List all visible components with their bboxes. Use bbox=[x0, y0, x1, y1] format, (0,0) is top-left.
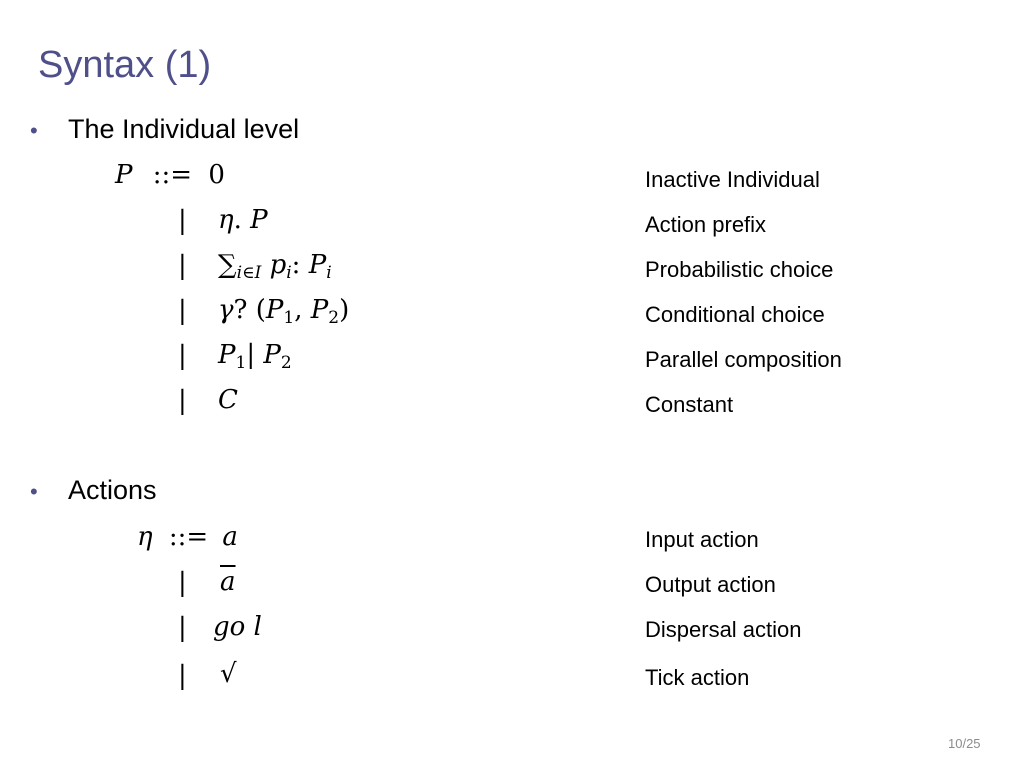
grammar-defines: ::= bbox=[168, 522, 209, 552]
bullet-dot: • bbox=[30, 118, 38, 143]
grammar-alt: | bbox=[178, 661, 187, 691]
grammar-defines: ::= bbox=[152, 160, 193, 190]
rule-description: Probabilistic choice bbox=[645, 257, 834, 282]
grammar-lhs: η bbox=[137, 522, 153, 552]
grammar-alt: | bbox=[178, 206, 187, 236]
grammar-alt: | bbox=[178, 386, 187, 416]
grammar-rule-constant: C bbox=[218, 385, 238, 415]
bullet-heading: Actions bbox=[68, 475, 157, 505]
bullet-heading: The Individual level bbox=[68, 114, 300, 144]
rule-description: Inactive Individual bbox=[645, 167, 820, 192]
rule-description: Output action bbox=[645, 572, 776, 597]
grammar-lhs: P bbox=[115, 160, 133, 190]
grammar-alt: | bbox=[178, 568, 187, 598]
rule-description: Action prefix bbox=[645, 212, 767, 237]
grammar-rule-tick-action: √ bbox=[220, 659, 237, 689]
rule-description: Dispersal action bbox=[645, 617, 802, 642]
rule-description: Constant bbox=[645, 392, 734, 417]
slide-title: Syntax (1) bbox=[38, 44, 212, 86]
grammar-alt: | bbox=[178, 251, 187, 281]
grammar-rule-dispersal-action: go l bbox=[213, 612, 262, 642]
grammar-rule-input-action: η ::= a bbox=[137, 522, 238, 552]
grammar-alt: | bbox=[178, 341, 187, 371]
page-number: 10/25 bbox=[948, 736, 981, 751]
grammar-rule-parallel-composition: $P_1|$ $P_2$ bbox=[218, 340, 292, 373]
rule-description: Tick action bbox=[645, 665, 750, 690]
bullet-individual-level bbox=[30, 114, 299, 145]
bullet-actions bbox=[30, 475, 157, 506]
rule-description: Input action bbox=[645, 527, 759, 552]
grammar-rule-action-prefix: η. P bbox=[218, 205, 268, 235]
bullet-dot: • bbox=[30, 479, 38, 504]
rule-description: Conditional choice bbox=[645, 302, 825, 327]
grammar-zero: 0 bbox=[208, 160, 225, 190]
grammar-rule-conditional-choice: γ? ($P_1$, $P_2$) bbox=[218, 295, 350, 328]
grammar-rule-inactive bbox=[115, 160, 225, 190]
grammar-alt: | bbox=[178, 296, 187, 326]
grammar-alt: | bbox=[178, 613, 187, 643]
grammar-rule-probabilistic-choice: $\sum_{i\in I}$ $p_i$: $P_i$ bbox=[218, 250, 332, 283]
grammar-rule-output-action: $\overline{a}$ bbox=[220, 567, 236, 597]
rule-description: Parallel composition bbox=[645, 347, 842, 372]
